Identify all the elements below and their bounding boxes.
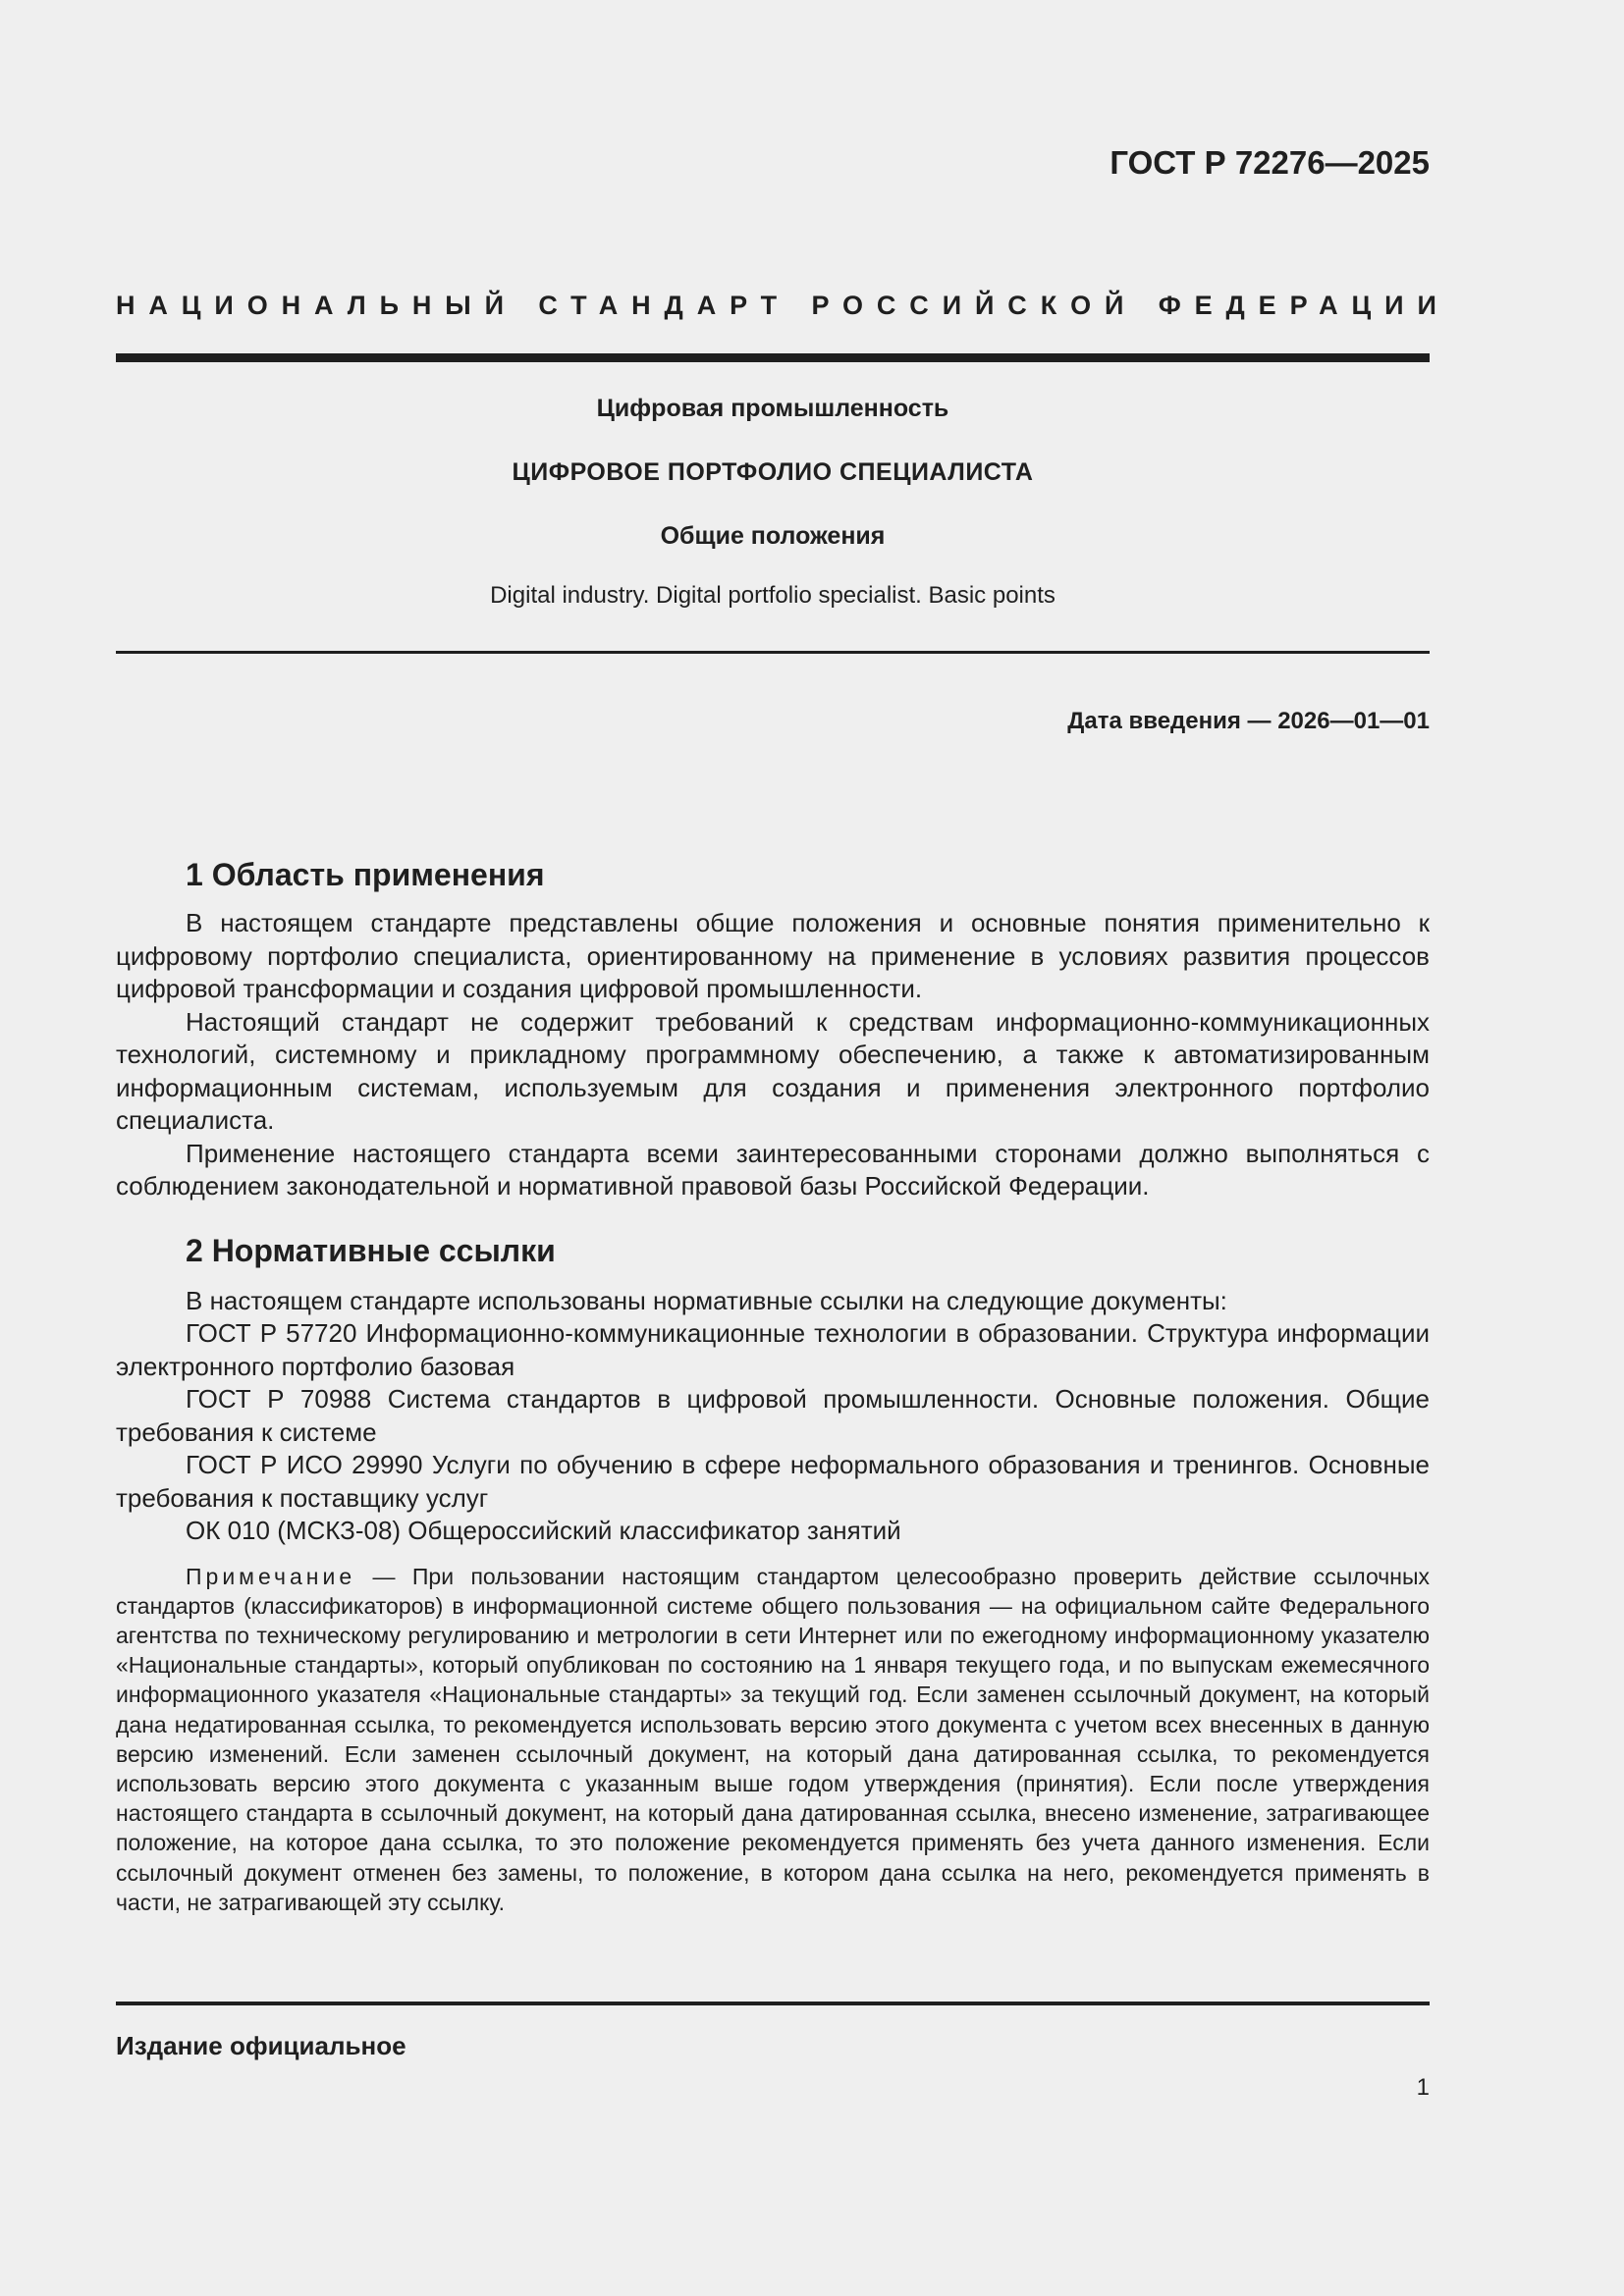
title-series: Цифровая промышленность: [596, 395, 949, 422]
national-standard-heading: НАЦИОНАЛЬНЫЙ СТАНДАРТ РОССИЙСКОЙ ФЕДЕРАЦИИ: [116, 291, 1450, 320]
title-main: ЦИФРОВОЕ ПОРТФОЛИО СПЕЦИАЛИСТА: [512, 458, 1034, 486]
page-number: 1: [1416, 2074, 1430, 2101]
section-1-paragraph: В настоящем стандарте представлены общие положения и основные понятия применительно к цифровому портфолио специалиста, ориентированному на применение в условиях развития процессов цифровой трансформации и создания цифровой промышленности.: [116, 908, 1430, 1003]
note-block: [116, 1562, 1430, 1917]
section-1-heading: 1 Область применения: [186, 857, 545, 892]
section-2-heading: 2 Нормативные ссылки: [186, 1232, 556, 1268]
normative-reference: ГОСТ Р ИСО 29990 Услуги по обучению в сфере неформального образования и тренингов. Основные требования к поставщику услуг: [116, 1450, 1430, 1513]
normative-reference: ГОСТ Р 70988 Система стандартов в цифровой промышленности. Основные положения. Общие требования к системе: [116, 1384, 1430, 1447]
title-block: [116, 389, 1430, 615]
normative-reference: ГОСТ Р 57720 Информационно-коммуникационные технологии в образовании. Структура информации электронного портфолио базовая: [116, 1318, 1430, 1381]
document-page: [116, 0, 1450, 2296]
note-text: — При пользовании настоящим стандартом целесообразно проверить действие ссылочных стандартов (классификаторов) в информационной системе общего пользования — на официальном сайте Федерального агентства по техническому регулированию и метрологии в сети Интернет или по ежегодному информационному указателю «Национальные стандарты», который опубликован по состоянию на 1 января текущего года, и по выпускам ежемесячного информационного указателя «Национальные стандарты» за текущий год. Если заменен ссылочный документ, на который дана недатированная ссылка, то рекомендуется использовать версию этого документа с учетом всех внесенных в данную версию изменений. Если заменен ссылочный документ, на который дана датированная ссылка, то рекомендуется использовать версию этого документа с указанным выше годом утверждения (принятия). Если после утверждения настоящего стандарта в ссылочный документ, на который дана датированная ссылка, внесено изменение, затрагивающее положение, на которое дана ссылка, то это положение рекомендуется применять без учета данного изменения. Если ссылочный документ отменен без замены, то положение, в котором дана ссылка на него, рекомендуется применять в части, не затрагивающей эту ссылку.: [116, 1563, 1430, 1915]
note-label: Примечание: [186, 1563, 356, 1589]
section-2-intro: В настоящем стандарте использованы нормативные ссылки на следующие документы:: [186, 1285, 1227, 1315]
section-1-paragraph: Применение настоящего стандарта всеми заинтересованными сторонами должно выполняться с соблюдением законодательной и нормативной правовой базы Российской Федерации.: [116, 1138, 1430, 1201]
title-subtitle: Общие положения: [660, 522, 886, 550]
footer-divider: [116, 2002, 1430, 2005]
section-1-paragraph: Настоящий стандарт не содержит требований к средствам информационно-коммуникационных технологий, системному и прикладному программному обеспечению, а также к автоматизированным информационным системам, используемым для создания и применения электронного портфолио специалиста.: [116, 1006, 1430, 1135]
title-english: Digital industry. Digital portfolio specialist. Basic points: [490, 582, 1056, 609]
official-edition-label: Издание официальное: [116, 2031, 406, 2060]
header-divider: [116, 353, 1430, 362]
introduction-date: Дата введения — 2026—01—01: [1067, 708, 1430, 734]
title-divider: [116, 651, 1430, 654]
normative-reference: ОК 010 (МСКЗ-08) Общероссийский классификатор занятий: [186, 1516, 901, 1545]
document-number: ГОСТ Р 72276—2025: [1110, 144, 1430, 181]
document-body: [116, 852, 1430, 1917]
